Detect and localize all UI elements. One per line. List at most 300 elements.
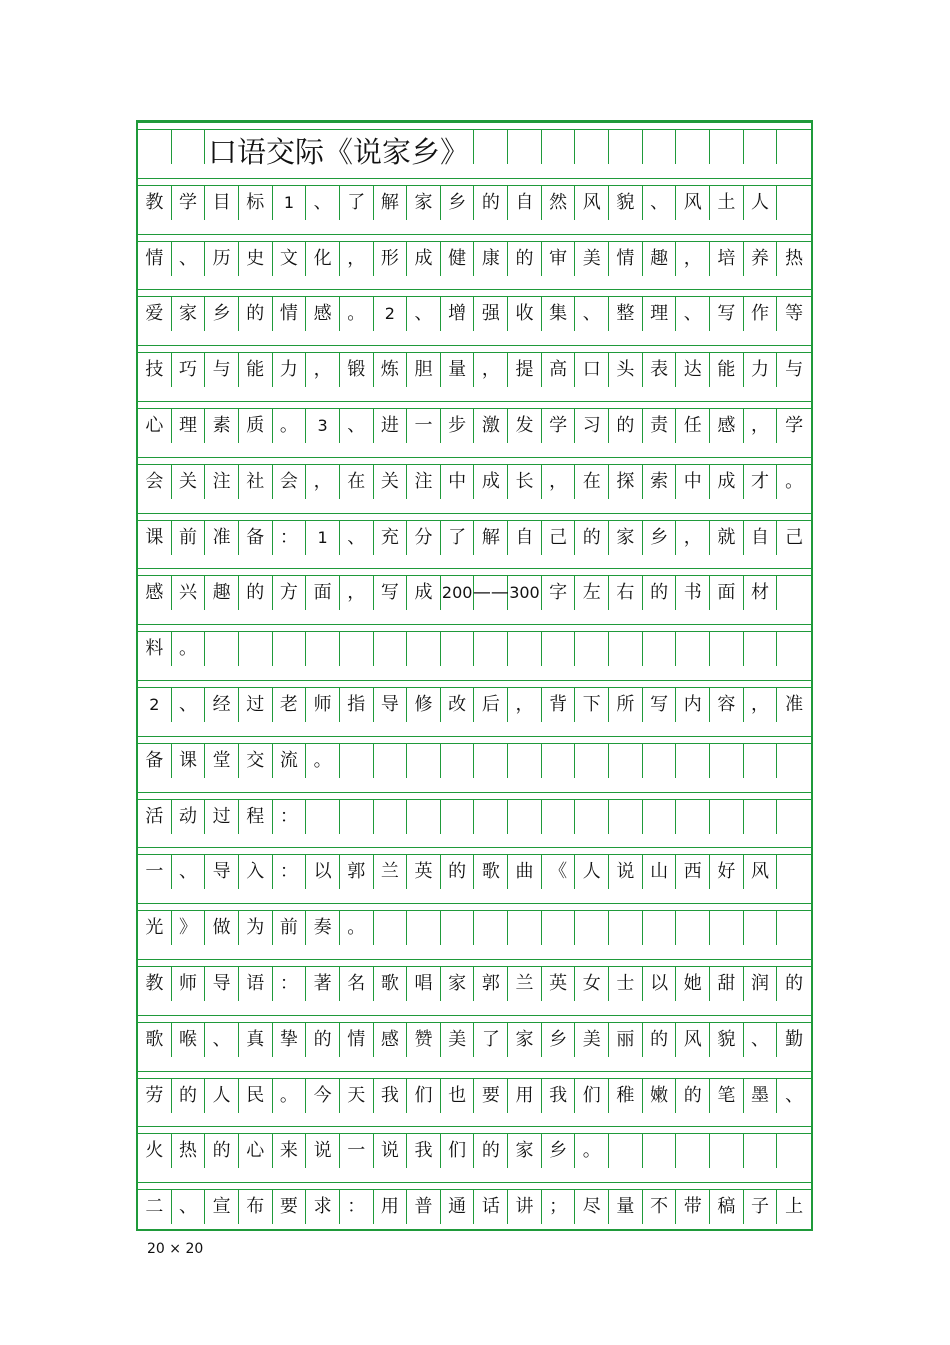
grid-cell: [777, 855, 811, 889]
grid-cell: 充: [374, 521, 408, 555]
grid-cell: 自: [508, 521, 542, 555]
grid-cell: 名: [340, 967, 374, 1001]
grid-cell: [542, 130, 576, 164]
grid-cell: 兰: [374, 855, 408, 889]
grid-cell: 乡: [205, 297, 239, 331]
grid-cell: 等: [785, 303, 804, 325]
grid-cell: 宣: [205, 1190, 239, 1224]
grid-cell: 、: [575, 297, 609, 331]
grid-cell: [609, 800, 643, 834]
grid-cell: 料: [138, 632, 172, 666]
grid-cell: 解: [374, 186, 408, 220]
row-gap: [138, 122, 811, 130]
grid-cell: ，: [508, 688, 542, 722]
grid-cell: 。: [273, 409, 307, 443]
grid-cell: 的: [508, 242, 542, 276]
grid-cell: 锻: [340, 353, 374, 387]
grid-cell: [508, 800, 542, 834]
grid-cell: 理: [172, 409, 206, 443]
grid-cell: 山: [643, 855, 677, 889]
grid-cell: 中: [441, 465, 475, 499]
grid-cell: 《: [542, 855, 576, 889]
grid-cell: [407, 800, 441, 834]
grid-cell: 、: [407, 297, 441, 331]
grid-cell: [575, 911, 609, 945]
grid-cell: 们: [575, 1079, 609, 1113]
grid-cell: [542, 744, 576, 778]
grid-cell: 的: [676, 1079, 710, 1113]
grid-cell: 心: [138, 409, 172, 443]
row-gap: [138, 457, 811, 465]
grid-cell: 的: [609, 409, 643, 443]
grid-cell: 们: [441, 1134, 475, 1168]
grid-cell: 力: [273, 353, 307, 387]
grid-cell: 语: [239, 967, 273, 1001]
grid-cell: 郭: [340, 855, 374, 889]
grid-cell: 写: [710, 297, 744, 331]
grid-cell: 量: [609, 1190, 643, 1224]
grid-cell: [374, 911, 408, 945]
grid-cell: 责: [643, 409, 677, 443]
grid-cell: 曲: [508, 855, 542, 889]
grid-cell: 人: [575, 855, 609, 889]
grid-cell: 歌: [374, 967, 408, 1001]
grid-cell: 们: [407, 1079, 441, 1113]
grid-cell: 200: [441, 576, 475, 610]
grid-cell: 家: [407, 186, 441, 220]
grid-cell: 激: [475, 409, 509, 443]
grid-cell: 著: [306, 967, 340, 1001]
grid-cell: [777, 576, 811, 610]
grid-cell: ，: [676, 521, 710, 555]
grid-cell: 感: [138, 576, 172, 610]
grid-cell: 入: [239, 855, 273, 889]
grid-cell: ：: [273, 855, 307, 889]
grid-cell: 风: [676, 1023, 710, 1057]
grid-cell: 的: [172, 1079, 206, 1113]
grid-cell: 风: [744, 855, 778, 889]
grid-cell: 、: [172, 855, 206, 889]
grid-cell: [777, 130, 811, 164]
grid-cell: 家: [609, 521, 643, 555]
text-row: [138, 1190, 811, 1224]
grid-cell: 、: [205, 1023, 239, 1057]
grid-cell: 师: [172, 967, 206, 1001]
text-row: [138, 688, 811, 722]
grid-cell: [777, 911, 811, 945]
grid-cell: 、: [172, 242, 206, 276]
row-gap: [138, 1126, 811, 1134]
grid-cell: 歌: [138, 1023, 172, 1057]
grid-cell: 才: [744, 465, 778, 499]
grid-cell: ，: [340, 242, 374, 276]
grid-cell: 能: [239, 353, 273, 387]
grid-cell: 乡: [542, 1134, 576, 1168]
grid-cell: 喉: [172, 1023, 206, 1057]
grid-cell: 的: [475, 186, 509, 220]
grid-cell: 话: [475, 1190, 509, 1224]
grid-cell: 收: [508, 297, 542, 331]
grid-cell: 老: [273, 688, 307, 722]
grid-cell: 头: [609, 353, 643, 387]
grid-cell: 说: [306, 1134, 340, 1168]
grid-cell: 以: [306, 855, 340, 889]
grid-cell: 我: [374, 1079, 408, 1113]
row-gap: [138, 959, 811, 967]
grid-cell: [777, 800, 811, 834]
grid-cell: 提: [508, 353, 542, 387]
grid-cell: [172, 130, 206, 164]
grid-cell: 任: [676, 409, 710, 443]
grid-cell: 要: [475, 1079, 509, 1113]
grid-cell: 集: [542, 297, 576, 331]
text-row: [138, 967, 811, 1001]
grid-cell: 我: [542, 1079, 576, 1113]
row-gap: [138, 513, 811, 521]
grid-cell: 今: [306, 1079, 340, 1113]
grid-cell: 趣: [205, 576, 239, 610]
row-gap: [138, 1071, 811, 1079]
grid-cell: 郭: [475, 967, 509, 1001]
grid-cell: 目: [205, 186, 239, 220]
grid-cell: 学: [542, 409, 576, 443]
grid-cell: 备: [239, 521, 273, 555]
grid-cell: [710, 911, 744, 945]
grid-cell: [575, 632, 609, 666]
grid-cell: 讲: [508, 1190, 542, 1224]
grid-cell: 了: [475, 1023, 509, 1057]
grid-cell: 墨: [744, 1079, 778, 1113]
grid-cell: 、: [172, 1190, 206, 1224]
grid-cell: 。: [575, 1134, 609, 1168]
grid-cell: [340, 800, 374, 834]
grid-cell: 步: [441, 409, 475, 443]
grid-cell: 写: [374, 576, 408, 610]
grid-cell: 长: [508, 465, 542, 499]
grid-cell: ，: [676, 242, 710, 276]
grid-cell: [374, 744, 408, 778]
grid-cell: [575, 800, 609, 834]
grid-cell: 情: [273, 297, 307, 331]
grid-cell: 稚: [609, 1079, 643, 1113]
grid-cell: ，: [744, 688, 778, 722]
grid-cell: 。: [340, 911, 374, 945]
grid-cell: [340, 744, 374, 778]
grid-cell: 面: [710, 576, 744, 610]
grid-cell: 好: [710, 855, 744, 889]
grid-cell: 、: [643, 186, 677, 220]
grid-cell: 的: [643, 1023, 677, 1057]
grid-cell: 普: [407, 1190, 441, 1224]
grid-cell: 一: [407, 409, 441, 443]
grid-cell: 改: [441, 688, 475, 722]
grid-cell: 强: [475, 297, 509, 331]
grid-cell: 交: [239, 744, 273, 778]
grid-cell: 活: [138, 800, 172, 834]
grid-cell: 爱: [138, 297, 172, 331]
grid-cell: ，: [340, 576, 374, 610]
grid-cell: ，: [306, 465, 340, 499]
grid-cell: 康: [475, 242, 509, 276]
grid-cell: 二: [138, 1190, 172, 1224]
grid-cell: 》: [172, 911, 206, 945]
grid-cell: 健: [441, 242, 475, 276]
grid-cell: 乡: [643, 521, 677, 555]
grid-cell: 、: [340, 521, 374, 555]
text-row: [138, 632, 811, 666]
grid-cell: 丽: [609, 1023, 643, 1057]
grid-cell: 质: [239, 409, 273, 443]
text-row: [138, 409, 811, 443]
grid-cell: 的: [306, 1023, 340, 1057]
grid-cell: 人: [744, 186, 778, 220]
grid-cell: ：: [273, 800, 307, 834]
grid-cell: 后: [475, 688, 509, 722]
grid-cell: 风: [575, 186, 609, 220]
grid-cell: 堂: [205, 744, 239, 778]
grid-cell: 笔: [710, 1079, 744, 1113]
grid-cell: [441, 800, 475, 834]
grid-cell: 成: [407, 576, 441, 610]
grid-cell: 布: [239, 1190, 273, 1224]
grid-cell: 民: [239, 1079, 273, 1113]
grid-cell: 会: [138, 465, 172, 499]
grid-cell: 的: [475, 1134, 509, 1168]
grid-cell: 高: [542, 353, 576, 387]
grid-cell: [306, 800, 340, 834]
grid-cell: 动: [172, 800, 206, 834]
grid-cell: 歌: [475, 855, 509, 889]
grid-cell: 西: [676, 855, 710, 889]
grid-cell: 培: [710, 242, 744, 276]
grid-cell: 前: [273, 911, 307, 945]
grid-cell: 师: [306, 688, 340, 722]
grid-cell: 做: [205, 911, 239, 945]
grid-cell: 美: [441, 1023, 475, 1057]
grid-cell: 情: [138, 242, 172, 276]
grid-cell: 勤: [785, 1028, 804, 1050]
grid-cell: [744, 800, 778, 834]
grid-cell: ：: [340, 1190, 374, 1224]
grid-cell: 劳: [138, 1079, 172, 1113]
row-gap: [138, 736, 811, 744]
grid-cell: 、: [676, 297, 710, 331]
grid-cell: 备: [138, 744, 172, 778]
grid-cell: 、: [306, 186, 340, 220]
grid-cell: 成: [710, 465, 744, 499]
grid-cell: 背: [542, 688, 576, 722]
grid-cell: 书: [676, 576, 710, 610]
grid-cell: 。: [306, 744, 340, 778]
grid-cell: 就: [710, 521, 744, 555]
grid-cell: 学: [172, 186, 206, 220]
grid-cell: 己: [785, 526, 804, 548]
grid-size-label: 20 × 20: [147, 1241, 204, 1257]
grid-cell: [643, 130, 677, 164]
grid-cell: 探: [609, 465, 643, 499]
grid-cell: 乡: [441, 186, 475, 220]
grid-cell: 的: [785, 973, 804, 994]
grid-cell: 与: [205, 353, 239, 387]
grid-cell: 巧: [172, 353, 206, 387]
grid-cell: [508, 744, 542, 778]
row-gap: [138, 401, 811, 409]
grid-cell: 自: [744, 521, 778, 555]
grid-cell: 索: [643, 465, 677, 499]
grid-cell: 在: [575, 465, 609, 499]
grid-cell: 的: [441, 855, 475, 889]
grid-cell: 审: [542, 242, 576, 276]
grid-cell: ：: [273, 967, 307, 1001]
grid-cell: [138, 130, 172, 164]
grid-cell: 赞: [407, 1023, 441, 1057]
grid-cell: 热: [172, 1134, 206, 1168]
grid-cell: 写: [643, 688, 677, 722]
grid-cell: 的: [575, 521, 609, 555]
grid-cell: 求: [306, 1190, 340, 1224]
text-row: [138, 800, 811, 834]
grid-cell: [710, 1134, 744, 1168]
grid-cell: 所: [609, 688, 643, 722]
grid-cell: [205, 632, 239, 666]
grid-cell: 导: [205, 855, 239, 889]
grid-cell: 炼: [374, 353, 408, 387]
grid-cell: 的: [239, 297, 273, 331]
grid-cell: 能: [710, 353, 744, 387]
row-gap: [138, 1182, 811, 1190]
grid-cell: [676, 911, 710, 945]
grid-cell: 自: [508, 186, 542, 220]
grid-cell: [710, 130, 744, 164]
grid-cell: 的: [205, 1134, 239, 1168]
grid-cell: [306, 632, 340, 666]
grid-cell: [710, 800, 744, 834]
grid-cell: ，: [475, 353, 509, 387]
row-gap: [138, 903, 811, 911]
grid-cell: 。: [273, 1079, 307, 1113]
grid-cell: 表: [643, 353, 677, 387]
grid-cell: 兴: [172, 576, 206, 610]
grid-cell: 准: [785, 694, 804, 715]
text-row: [138, 911, 811, 945]
grid-cell: 口: [575, 353, 609, 387]
grid-cell: 家: [508, 1023, 542, 1057]
grid-cell: [374, 632, 408, 666]
grid-cell: 唱: [407, 967, 441, 1001]
grid-cell: ，: [306, 353, 340, 387]
grid-cell: 子: [744, 1190, 778, 1224]
grid-cell: ，: [542, 465, 576, 499]
text-row: [138, 242, 811, 276]
grid-cell: 英: [407, 855, 441, 889]
grid-cell: 说: [374, 1134, 408, 1168]
grid-cell: 形: [374, 242, 408, 276]
grid-cell: [239, 632, 273, 666]
grid-cell: 说: [609, 855, 643, 889]
grid-cell: 课: [172, 744, 206, 778]
grid-cell: 感: [710, 409, 744, 443]
row-gap: [138, 1015, 811, 1023]
grid-cell: 也: [441, 1079, 475, 1113]
row-gap: [138, 624, 811, 632]
grid-cell: [777, 186, 811, 220]
grid-cell: [643, 744, 677, 778]
grid-cell: 土: [710, 186, 744, 220]
grid-cell: 家: [508, 1134, 542, 1168]
grid-cell: [407, 911, 441, 945]
grid-cell: 情: [609, 242, 643, 276]
grid-cell: 了: [441, 521, 475, 555]
row-gap: [138, 568, 811, 576]
grid-cell: [508, 911, 542, 945]
grid-cell: 貌: [710, 1023, 744, 1057]
grid-cell: 课: [138, 521, 172, 555]
grid-cell: ：: [273, 521, 307, 555]
text-row: [138, 353, 811, 387]
grid-cell: 、: [785, 1084, 804, 1106]
grid-cell: 火: [138, 1134, 172, 1168]
grid-cell: 甜: [710, 967, 744, 1001]
grid-cell: 一: [138, 855, 172, 889]
grid-cell: 嫩: [643, 1079, 677, 1113]
grid-cell: 注: [407, 465, 441, 499]
grid-cell: 进: [374, 409, 408, 443]
grid-cell: 右: [609, 576, 643, 610]
grid-cell: 左: [575, 576, 609, 610]
grid-cell: [676, 130, 710, 164]
grid-cell: 尽: [575, 1190, 609, 1224]
page-title: 口语交际《说家乡》: [206, 130, 471, 171]
grid-cell: 增: [441, 297, 475, 331]
grid-cell: ；: [542, 1190, 576, 1224]
grid-cell: [575, 130, 609, 164]
grid-cell: 养: [744, 242, 778, 276]
grid-cell: [508, 130, 542, 164]
text-row: [138, 1134, 811, 1168]
grid-cell: 奏: [306, 911, 340, 945]
grid-cell: 成: [475, 465, 509, 499]
grid-cell: [643, 1134, 677, 1168]
grid-cell: 过: [239, 688, 273, 722]
grid-cell: 家: [172, 297, 206, 331]
grid-cell: 与: [785, 359, 804, 381]
grid-cell: 3: [306, 409, 340, 443]
row-gap: [138, 345, 811, 353]
grid-cell: [643, 911, 677, 945]
text-row: [138, 1079, 811, 1113]
grid-cell: 光: [138, 911, 172, 945]
grid-cell: 指: [340, 688, 374, 722]
grid-cell: [273, 632, 307, 666]
grid-cell: 用: [374, 1190, 408, 1224]
grid-cell: 修: [407, 688, 441, 722]
grid-cell: 的: [643, 576, 677, 610]
grid-cell: 稿: [710, 1190, 744, 1224]
manuscript-grid: [136, 120, 813, 1231]
grid-cell: [710, 744, 744, 778]
grid-cell: [777, 744, 811, 778]
grid-cell: 女: [575, 967, 609, 1001]
grid-cell: 内: [676, 688, 710, 722]
grid-cell: 标: [239, 186, 273, 220]
grid-cell: 达: [676, 353, 710, 387]
grid-cell: 。: [340, 297, 374, 331]
grid-cell: 材: [744, 576, 778, 610]
row-gap: [138, 178, 811, 186]
grid-cell: [575, 744, 609, 778]
row-gap: [138, 847, 811, 855]
grid-cell: [475, 800, 509, 834]
